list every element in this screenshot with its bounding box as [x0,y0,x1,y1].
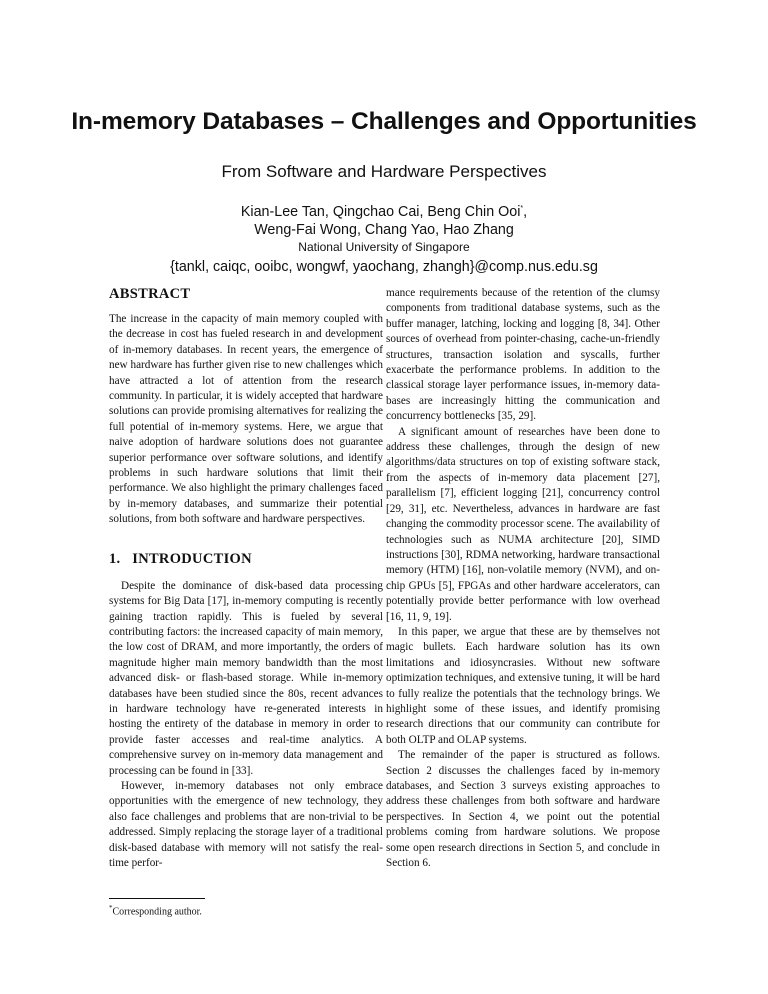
authors-line-1 [0,200,768,221]
authors-line-2: Weng-Fai Wong, Chang Yao, Hao Zhang [254,221,514,238]
intro-paragraph-5: The remainder of the paper is structured as follows. Section 2 discusses the challenges faced by in-memory databases, and Section 3 surveys existing approaches to address these challenges from both software and hardware perspectives. In Section 4, we point out the potential problems coming from hardware solutions. We propose some open research directions in Section 5, and conclude in Section 6. [386,749,660,870]
right-column [386,286,660,871]
paper-title: In-memory Databases – Challenges and Opportunities [71,108,697,135]
author-list [0,200,768,239]
authors-line-1-comma: , [523,203,528,220]
paper-subtitle: From Software and Hardware Perspectives [221,162,547,181]
intro-paragraph-1: Despite the dominance of disk-based data processing systems for Big Data [17], in-memory computing is recently gaining traction rapidly. This is fueled by several contributing factors: the increased capacity of main memory, the low cost of DRAM, and more importantly, the orders of magnitude higher main memory bandwidth than the most advanced disk- or flash-based storage. While in-memory databases have been studied since the 80s, recent advances in hardware technology have re-generated interests in hosting the entirety of the database in memory in order to provide faster accesses and real-time analytics. A comprehensive survey on in-memory data management and processing can be found in [33]. [109,579,383,777]
introduction-heading: 1. INTRODUCTION [109,550,252,567]
corresponding-mark: * [520,205,524,212]
authors-line-1-names: Kian-Lee Tan, Qingchao Cai, Beng Chin Ooi [240,203,521,220]
left-column [109,286,383,871]
abstract-heading: ABSTRACT [109,286,191,302]
author-emails: {tankl, caiqc, ooibc, wongwf, yaochang, zhangh}@comp.nus.edu.sg [170,259,598,275]
intro-paragraph-4: In this paper, we argue that these are by themselves not magic bullets. Each hardware solution has its own limitations and idiosyncrasies. Without new software optimization techniques, and extensive tuning, it will be hard to fully realize the potentials that the technology brings. We highlight some of these issues, and identify promising research directions that our community can contribute for both OLTP and OLAP systems. [386,625,660,746]
footnote [109,904,202,917]
intro-paragraph-2-continued: mance requirements because of the retention of the clumsy components from traditional database systems, such as the buffer manager, latching, locking and logging [8, 34]. Other sources of overhead from pointer-chasing, cache-un-friendly structures, transaction isolation and syscalls, further exacerbate the performance problems. In addition to the classical storage layer performance issues, in-memory data-bases are increasingly hitting the communication and concurrency bottlenecks [35, 29]. [386,287,660,423]
footnote-text: Corresponding author. [112,906,202,918]
intro-paragraph-2: However, in-memory databases not only embrace opportunities with the emergence of new technology, they also face challenges and problems that are non-trivial to be addressed. Simply replacing the storage layer of a traditional disk-based database with memory will not satisfy the real-time perfor- [109,779,383,869]
intro-paragraph-3: A significant amount of researches have been done to address these challenges, through the design of new algorithms/data structures on top of existing software stack, from the aspects of in-memory data placement [27], parallelism [7], efficient logging [21], concurrency control [29, 31], etc. Nevertheless, advances in hardware are fast changing the commodity processor scene. The availability of technologies such as NUMA architecture [20], SIMD instructions [30], RDMA networking, hardware transactional memory (HTM) [16], non-volatile memory (NVM), and on-chip GPUs [5], FPGAs and other hardware accelerators, can potentially provide better performance with low overhead [16, 11, 9, 19]. [386,425,660,623]
footnote-mark: * [109,904,113,912]
abstract-text: The increase in the capacity of main memory coupled with the decrease in cost has fueled research in and development of in-memory databases. In recent years, the emergence of new hardware has further given rise to new challenges which have attracted a lot of attention from the research community. In particular, it is widely accepted that hardware solutions can provide promising alternatives for realizing the full potential of in-memory systems. Here, we argue that naive adoption of hardware solutions does not guarantee superior performance over software solutions, and identify problems in such hardware solutions that limit their performance. We also highlight the primary challenges faced by in-memory databases, and summarize their potential solutions, from both software and hardware perspectives. [109,313,383,526]
affiliation: National University of Singapore [298,240,470,254]
footnote-rule [109,898,205,899]
